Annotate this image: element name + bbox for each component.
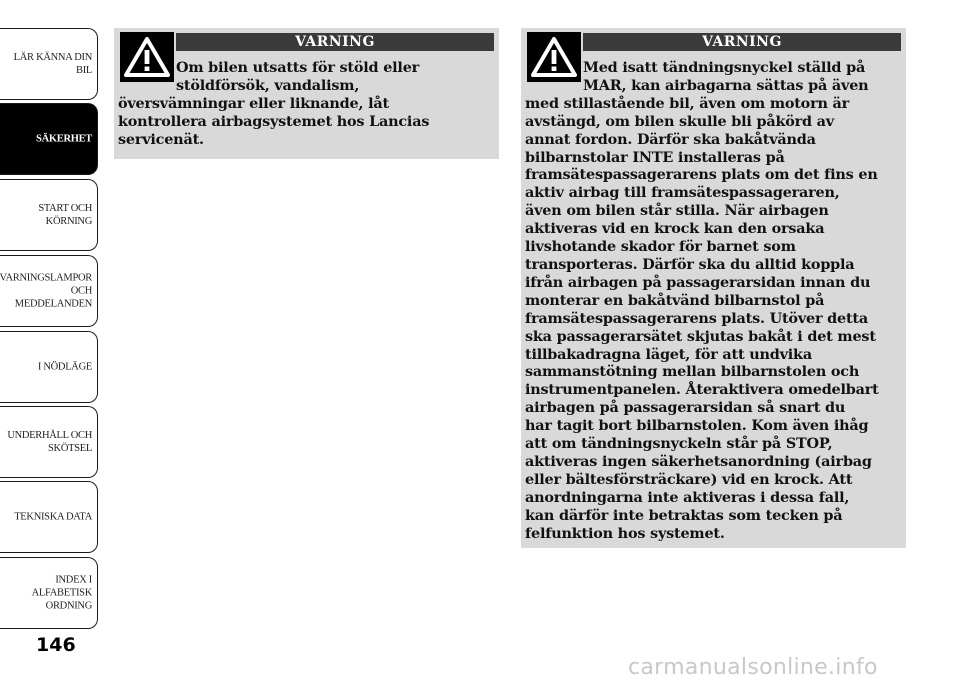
tab-lar-kanna-din-bil[interactable]: [0, 28, 98, 100]
tab-tekniska-data[interactable]: [0, 481, 98, 553]
warning-line: airbagen på passagerarsidan så snart du: [525, 399, 846, 417]
warning-line: tillbakadragna läget, för att undvika: [525, 345, 812, 363]
warning-line: Med isatt tändningsnyckel ställd på: [583, 59, 866, 76]
warning-line: även om bilen står stilla. När airbagen: [525, 202, 829, 220]
warning-line: annat fordon. Därför ska bakåtvända: [525, 130, 816, 148]
warning-line: kontrollera airbagsystemet hos Lancias: [118, 112, 430, 130]
tab-label: START OCH KÖRNING: [38, 203, 92, 227]
warning-line: servicenät.: [118, 130, 204, 148]
tab-label: SÄKERHET: [36, 133, 92, 145]
tab-start-och-korning[interactable]: [0, 179, 98, 251]
tab-underhall-och-skotsel[interactable]: [0, 406, 98, 478]
warning-box-airbag: [521, 28, 906, 548]
page-number: 146: [36, 634, 76, 656]
warning-text: [118, 59, 493, 149]
tab-label: INDEX I ALFABETISK ORDNING: [31, 574, 92, 612]
tab-label: TEKNISKA DATA: [14, 511, 92, 523]
warning-line: sammanstötning mellan bilbarnstolen och: [525, 363, 860, 381]
warning-header: VARNING: [176, 33, 494, 51]
warning-line: bilbarnstolar INTE installeras på: [525, 148, 785, 166]
warning-line: instrumentpanelen. Återaktivera omedelbart: [525, 381, 879, 399]
warning-line: översvämningar eller liknande, låt: [118, 94, 389, 112]
warning-line: Om bilen utsatts för stöld eller: [176, 59, 420, 76]
tab-varningslampor[interactable]: [0, 255, 98, 327]
tab-label: UNDERHÅLL OCH SKÖTSEL: [7, 430, 92, 454]
tab-label: LÄR KÄNNA DIN BIL: [13, 52, 92, 76]
warning-line: stöldförsök, vandalism,: [176, 76, 360, 94]
warning-line: MAR, kan airbagarna sättas på även: [583, 76, 869, 94]
warning-line: med stillastående bil, även om motorn är: [525, 94, 850, 112]
watermark: carmanualsonline.info: [628, 655, 878, 680]
warning-line: aktiveras vid en krock kan den orsaka: [525, 220, 825, 238]
warning-line: avstängd, om bilen skulle bli påkörd av: [525, 112, 834, 130]
warning-line: livshotande skador för barnet som: [525, 238, 796, 256]
warning-text: [525, 59, 900, 542]
tab-label: VARNINGSLAMPOR OCH MEDDELANDEN: [0, 272, 92, 310]
warning-line: kan därför inte betraktas som tecken på: [525, 506, 843, 524]
warning-header: VARNING: [583, 33, 901, 51]
warning-line: ska passagerarsätet skjutas bakåt i det mest: [525, 327, 876, 345]
warning-line: transporteras. Därför ska du alltid koppla: [525, 255, 855, 273]
warning-line: aktiveras ingen säkerhetsanordning (airbag: [525, 452, 872, 470]
warning-line: aktiv airbag till framsätespassageraren,: [525, 184, 840, 202]
warning-line: framsätespassagerarens plats. Utöver detta: [525, 309, 868, 327]
warning-line: har tagit bort bilbarnstolen. Kom även ihåg: [525, 417, 869, 435]
warning-line: ifrån airbagen på passagerarsidan innan du: [525, 273, 871, 291]
warning-line: framsätespassagerarens plats om det fins en: [525, 166, 878, 184]
tab-label: I NÖDLÄGE: [37, 361, 92, 373]
warning-box-stold: [114, 28, 499, 159]
warning-line: monterar en bakåtvänd bilbarnstol på: [525, 291, 825, 309]
warning-line: anordningarna inte aktiveras i dessa fall,: [525, 488, 850, 506]
tab-sakerhet[interactable]: [0, 103, 98, 175]
warning-line: att om tändningsnyckeln står på STOP,: [525, 435, 833, 453]
tab-i-nodlage[interactable]: [0, 331, 98, 403]
warning-line: felfunktion hos systemet.: [525, 524, 725, 542]
tab-index[interactable]: [0, 557, 98, 629]
warning-line: eller bältesförsträckare) vid en krock. Att: [525, 470, 853, 488]
